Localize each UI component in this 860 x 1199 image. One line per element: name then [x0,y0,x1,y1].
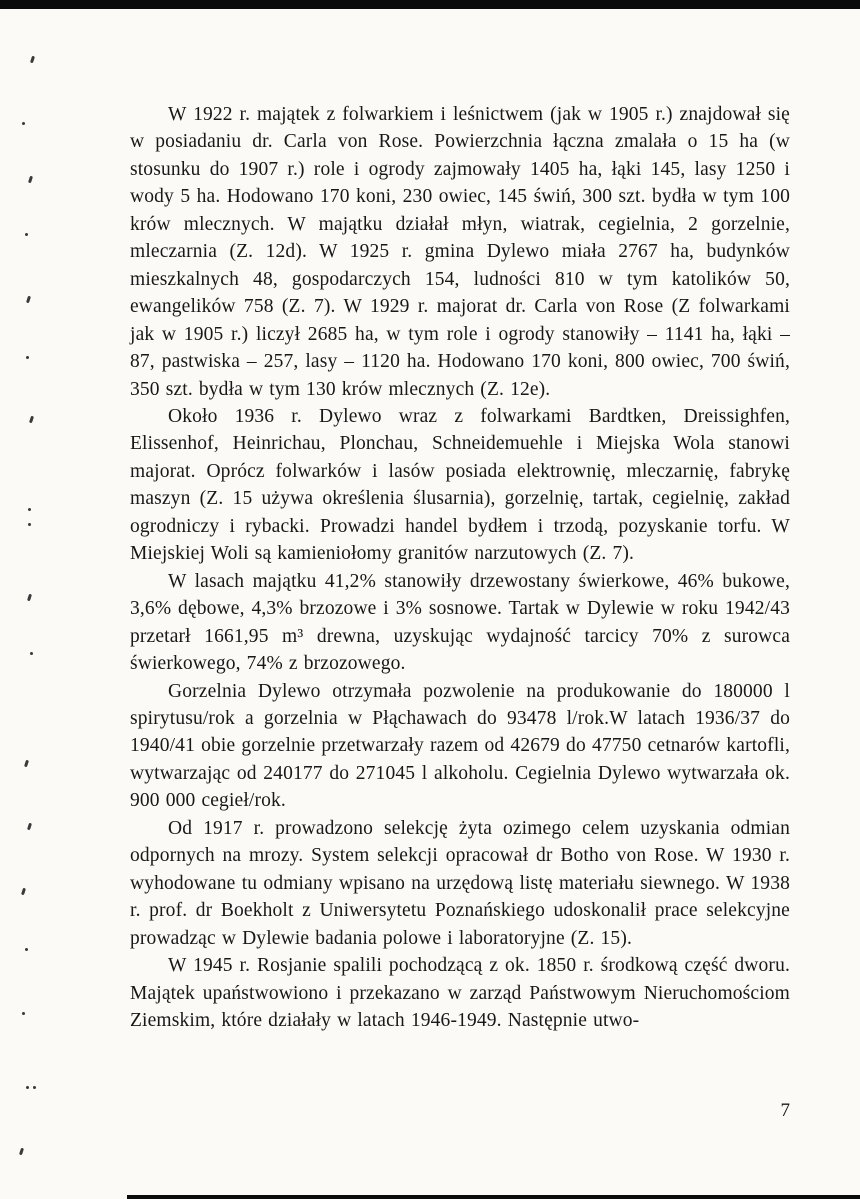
scan-speck [27,823,32,831]
page-text [130,101,790,1034]
scan-speck [28,508,31,511]
scan-speck [26,296,31,304]
scan-speck [29,416,34,424]
scan-speck [24,760,29,768]
scan-speck [30,56,35,64]
paragraph-distillery: Gorzelnia Dylewo otrzymała pozwolenie na produkowanie do 180000 l spirytusu/rok a gorzelnia w Płąchawach do 93478 l/rok.W latach 1936/37 do 1940/41 obie gorzelnie przetwarzały razem od 42679 do 47750 cetnarów kartofli, wytwarzając od 240177 do 271045 l alkoholu. Cegielnia Dylewo wytwarzała ok. 900 000 cegieł/rok. [130,680,790,812]
paragraph-estate-1922: W 1922 r. majątek z folwarkiem i leśnictwem (jak w 1905 r.) znajdował się w posiadaniu dr. Carla von Rose. Powierzchnia łączna zmalała o 15 ha (w stosunku do 1907 r.) role i ogrody zajmowały 1405 ha, łąki 145, lasy 1250 i wody 5 ha. Hodowano 170 koni, 230 owiec, 145 świń, 300 szt. bydła w tym 100 krów mlecznych. W majątku działał młyn, wiatrak, cegielnia, 2 gorzelnie, mleczarnia (Z. 12d). W 1925 r. gmina Dylewo miała 2767 ha, budynków mieszkalnych 48, gospodarczych 154, ludności 810 w tym katolików 50, ewangelików 758 (Z. 7). W 1929 r. majorat dr. Carla von Rose (Z folwarkami jak w 1905 r.) liczył 2685 ha, w tym role i ogrody stanowiły – 1141 ha, łąki – 87, pastwiska – 257, lasy – 1120 ha. Hodowano 170 koni, 800 owiec, 700 świń, 350 szt. bydła w tym 130 krów mlecznych (Z. 12e). [130,104,790,400]
paragraph-1945: W 1945 r. Rosjanie spalili pochodzącą z ok. 1850 r. środkową część dworu. Majątek upaństwowiono i przekazano w zarząd Państwowym Nieruchomościom Ziemskim, które działały w latach 1946-1949. Następnie utwo- [130,955,790,1031]
scan-speck [26,1086,29,1089]
scan-speck [22,122,25,125]
scan-speck [22,1012,25,1015]
scan-speck [19,1148,24,1156]
scan-edge-top [0,0,860,9]
paragraph-majorat-1936: Około 1936 r. Dylewo wraz z folwarkami Bardtken, Dreissighfen, Elissenhof, Heinrichau, Plonchau, Schneidemuehle i Miejska Wola stanowi majorat. Oprócz folwarków i lasów posiada elektrownię, mleczarnię, fabrykę maszyn (Z. 15 używa określenia ślusarnia), gorzelnię, tartak, cegielnię, zakład ogrodniczy i rybacki. Prowadzi handel bydłem i trzodą, pozyskanie torfu. W Miejskiej Woli są kamieniołomy granitów narzutowych (Z. 7). [130,405,790,565]
scan-edge-bottom [127,1195,860,1199]
scan-speck [28,523,31,526]
scan-speck [21,888,26,896]
paragraph-rye-selection: Od 1917 r. prowadzono selekcję żyta ozimego celem uzyskania odmian odpornych na mrozy. System selekcji opracował dr Botho von Rose. W 1930 r. wyhodowane tu odmiany wpisano na urzędową listę materiału siewnego. W 1938 r. prof. dr Boekholt z Uniwersytetu Poznańskiego udoskonalił prace selekcyjne prowadząc w Dylewie badania polowe i laboratoryjne (Z. 15). [130,817,790,949]
paragraph-forests: W lasach majątku 41,2% stanowiły drzewostany świerkowe, 46% bukowe, 3,6% dębowe, 4,3% brzozowe i 3% sosnowe. Tartak w Dylewie w roku 1942/43 przetarł 1661,95 m³ drewna, uzyskując wydajność tarcicy 70% z surowca świerkowego, 74% z brzozowego. [130,570,790,675]
scan-speck [25,233,28,236]
scan-speck [28,176,33,184]
scan-speck [33,1086,36,1089]
scan-speck [26,356,29,359]
scan-speck [30,652,33,655]
scan-speck [27,594,32,602]
scan-speck [25,948,28,951]
page-number: 7 [780,1100,790,1121]
